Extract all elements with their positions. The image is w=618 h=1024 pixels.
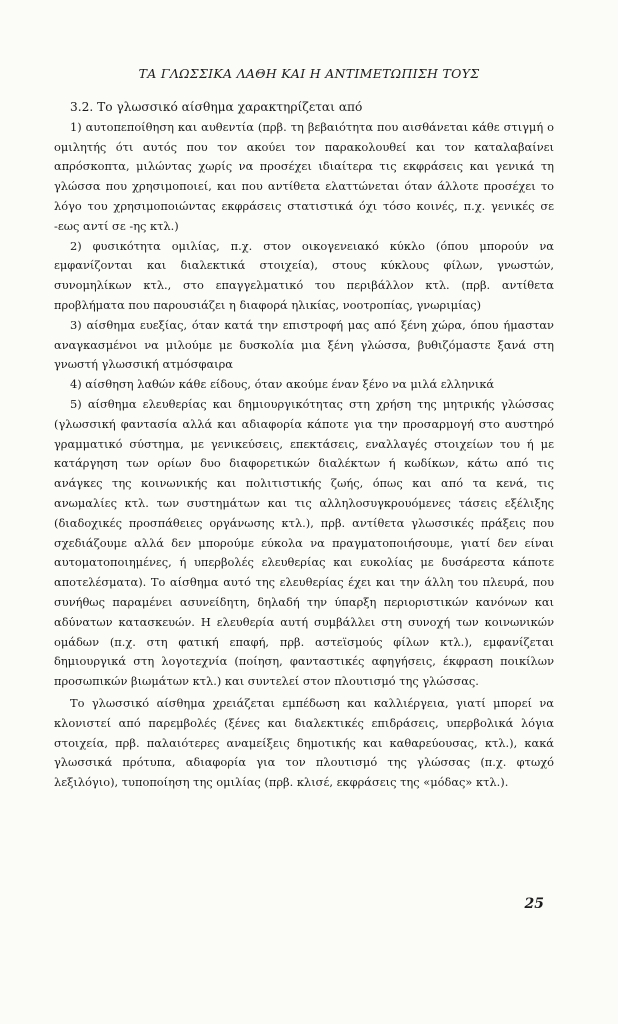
page-number: 25 xyxy=(524,896,544,912)
closing-paragraph: Το γλωσσικό αίσθημα χρειάζεται εμπέδωση και καλλιέργεια, γιατί μπορεί να κλονιστεί από παρεμβολές (ξένες και διαλεκτικές επιδράσεις, υπερβολικά λόγια στοιχεία, πρβ. παλαιότερες αναμείξεις δημοτικής και καθαρεύουσας, κτλ.), κακά γλωσσικά πρότυπα, αδιαφορία για τον πλουτισμό της γλώσσας (π.χ. φτωχό λεξιλόγιο), τυποποίηση της ομιλίας (πρβ. κλισέ, εκφράσεις της «μόδας» κτλ.). xyxy=(54,695,554,790)
list-item: 5) αίσθημα ελευθερίας και δημιουργικότητας στη χρήση της μητρικής γλώσσας (γλωσσική φαντασία αλλά και αδιαφορία κάποτε για την προσαρμογή στο αυστηρό γραμματικό σύστημα, με γενικεύσεις, επεκτάσεις, εναλλαγές στοιχείων του ή με κατάργηση των ορίων δυο διαφορετικών διαλέκτων ή κωδίκων, κάτω από τις ανάγκες της κοινωνικής και πολιτιστικής ζωής, όπως και από τα κενά, τις ανωμαλίες κτλ. των συστημάτων και τις αλληλοσυγκρουόμενες τάσεις εξέλιξης (διαδοχικές προσπάθειες οργάνωσης κτλ.), πρβ. αντίθετα γλωσσικές πράξεις που σχεδιάζουμε αλλά δεν μπορούμε εύκολα να πραγματοποιήσουμε, γιατί δεν είναι αυτοματοποιημένες, ή υπερβολές ελευθερίας και ευκολίας με δυσάρεστα κάποτε αποτελέσματα). Το αίσθημα αυτό της ελευθερίας έχει και την άλλη του πλευρά, που συνήθως παραμένει ασυνείδητη, δηλαδή την ύπαρξη περιοριστικών κανόνων και αδύνατων κατασκευών. Η ελευθερία αυτή συμβάλλει στη συνοχή των κοινωνικών ομάδων (π.χ. στη φατική επαφή, πρβ. αστεϊσμούς φίλων κτλ.), εμφανίζεται δημιουργικά στη λογοτεχνία (ποίηση, φανταστικές αφηγήσεις, έκφραση ποικίλων προσωπικών βιωμάτων κτλ.) και συντελεί στον πλουτισμό της γλώσσας. xyxy=(54,396,554,689)
list-item: 4) αίσθηση λαθών κάθε είδους, όταν ακούμε έναν ξένο να μιλά ελληνικά xyxy=(70,377,495,392)
body-text xyxy=(54,98,554,793)
list-item: 2) φυσικότητα ομιλίας, π.χ. στον οικογενειακό κύκλο (όπου μπορούν να εμφανίζονται και διαλεκτικά στοιχεία), στους κύκλους φίλων, γνωστών, συνομηλίκων κτλ., στο επαγγελματικό του περιβάλλον κτλ. (πρβ. αντίθετα προβλήματα που παρουσιάζει η διαφορά ηλικίας, νοοτροπίας, γνωριμίας) xyxy=(54,238,554,312)
running-header: ΤΑ ΓΛΩΣΣΙΚΑ ΛΑΘΗ ΚΑΙ Η ΑΝΤΙΜΕΤΩΠΙΣΗ ΤΟΥΣ xyxy=(138,66,480,81)
list-item: 3) αίσθημα ευεξίας, όταν κατά την επιστροφή μας από ξένη χώρα, όπου ήμασταν αναγκασμένοι να μιλούμε με δυσκολία μια ξένη γλώσσα, βυθιζόμαστε ξανά στη γνωστή γλωσσική ατμόσφαιρα xyxy=(54,317,554,372)
list-item: 1) αυτοπεποίθηση και αυθεντία (πρβ. τη βεβαιότητα που αισθάνεται κάθε στιγμή ο ομιλητής ότι αυτός που τον ακούει τον παρακολουθεί και τον καταλαβαίνει απρόσκοπτα, μιλώντας χωρίς να προσέχει ιδιαίτερα τις εκφράσεις και γενικά τη γλώσσα που χρησιμοποιεί, και που αντίθετα ελαττώνεται όταν άλλοτε προσέχει το λόγο του χρησιμοποιώντας εκφράσεις στατιστικά όχι τόσο κοινές, π.χ. γενικές σε -εως αντί σε -ης κτλ.) xyxy=(54,119,554,233)
section-heading: 3.2. Το γλωσσικό αίσθημα χαρακτηρίζεται από xyxy=(70,100,363,114)
